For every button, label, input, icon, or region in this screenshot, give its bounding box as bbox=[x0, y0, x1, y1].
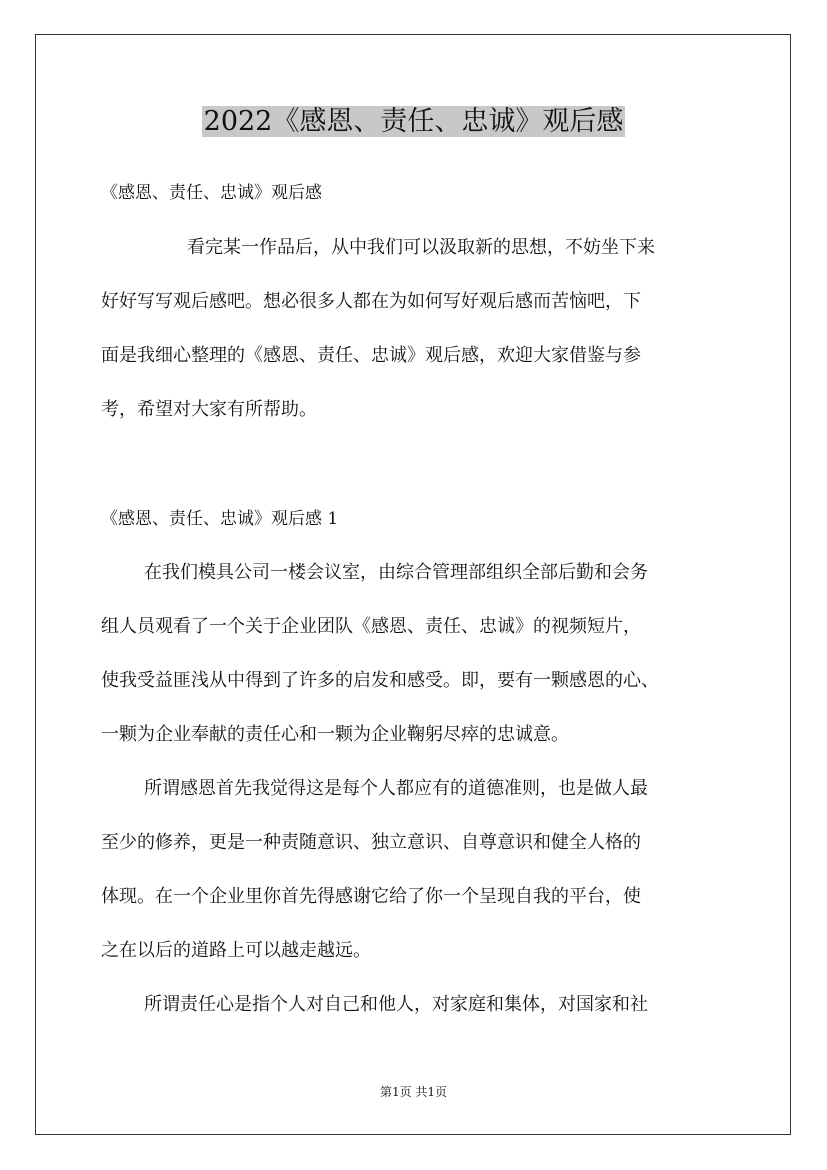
subtitle: 《感恩、责任、忠诚》观后感 bbox=[101, 183, 322, 203]
para2-line-1: 所谓感恩首先我觉得这是每个人都应有的道德准则，也是做人最 bbox=[144, 778, 648, 799]
para2-line-4: 之在以后的道路上可以越走越远。 bbox=[101, 940, 371, 961]
para3-line-1: 所谓责任心是指个人对自己和他人，对家庭和集体，对国家和社 bbox=[144, 994, 648, 1015]
para1-line-2: 组人员观看了一个关于企业团队《感恩、责任、忠诚》的视频短片， bbox=[101, 616, 641, 637]
para2-line-2: 至少的修养，更是一种责随意识、独立意识、自尊意识和健全人格的 bbox=[101, 832, 641, 853]
para1-line-4: 一颗为企业奉献的责任心和一颗为企业鞠躬尽瘁的忠诚意。 bbox=[101, 724, 569, 745]
document-title bbox=[0, 100, 827, 144]
document-title-text: 2022《感恩、责任、忠诚》观后感 bbox=[203, 106, 624, 137]
page-footer: 第1页 共1页 bbox=[379, 1085, 448, 1099]
intro-line-4: 考，希望对大家有所帮助。 bbox=[101, 399, 317, 420]
section-heading: 《感恩、责任、忠诚》观后感 1 bbox=[101, 509, 339, 529]
para1-line-1: 在我们模具公司一楼会议室，由综合管理部组织全部后勤和会务 bbox=[144, 562, 648, 583]
intro-line-1: 看完某一作品后，从中我们可以汲取新的思想，不妨坐下来 bbox=[187, 237, 655, 258]
intro-line-3: 面是我细心整理的《感恩、责任、忠诚》观后感，欢迎大家借鉴与参 bbox=[101, 345, 641, 366]
para1-line-3: 使我受益匪浅从中得到了许多的启发和感受。即，要有一颗感恩的心、 bbox=[101, 670, 659, 691]
intro-line-2: 好好写写观后感吧。想必很多人都在为如何写好观后感而苦恼吧，下 bbox=[101, 291, 641, 312]
para2-line-3: 体现。在一个企业里你首先得感谢它给了你一个呈现自我的平台，使 bbox=[101, 886, 641, 907]
